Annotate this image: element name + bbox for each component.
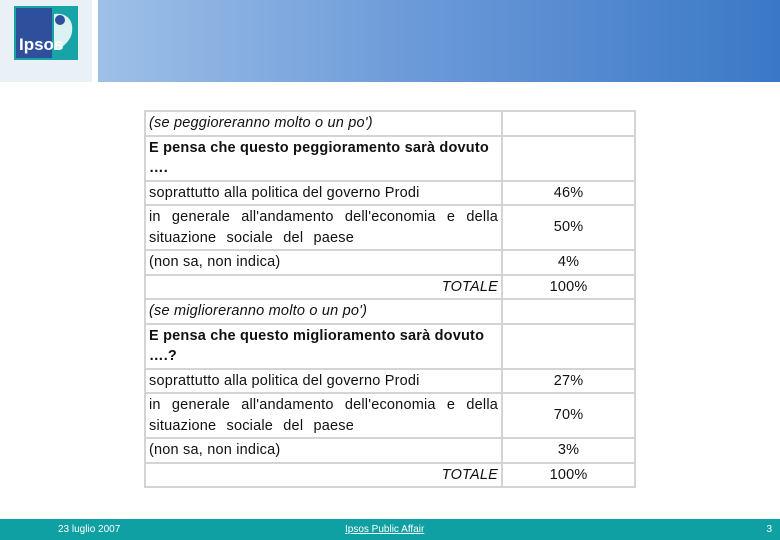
empty-cell <box>502 136 635 181</box>
footer-date: 23 luglio 2007 <box>58 524 121 535</box>
logo-text: Ipsos <box>19 35 64 54</box>
answer-label: soprattutto alla politica del governo Prodi <box>145 181 502 206</box>
table-row <box>145 205 635 250</box>
question-cell: E pensa che questo miglioramento sarà dovuto ….? <box>145 324 502 369</box>
answer-label: in generale all'andamento dell'economia e della situazione sociale del paese <box>145 393 502 438</box>
empty-cell <box>502 111 635 136</box>
answer-label: (non sa, non indica) <box>145 438 502 463</box>
total-row <box>145 463 635 488</box>
header <box>0 0 780 82</box>
condition-cell: (se peggioreranno molto o un po') <box>145 111 502 136</box>
page-number: 3 <box>766 524 772 535</box>
answer-label: in generale all'andamento dell'economia e della situazione sociale del paese <box>145 205 502 250</box>
total-value: 100% <box>502 463 635 488</box>
footer-bar <box>0 519 780 540</box>
table-row <box>145 299 635 324</box>
survey-table <box>144 110 636 488</box>
empty-cell <box>502 324 635 369</box>
answer-value: 50% <box>502 205 635 250</box>
question-cell: E pensa che questo peggioramento sarà dovuto …. <box>145 136 502 181</box>
total-label: TOTALE <box>145 463 502 488</box>
total-row <box>145 275 635 300</box>
answer-label: soprattutto alla politica del governo Prodi <box>145 369 502 394</box>
header-banner <box>98 0 780 82</box>
table-row <box>145 181 635 206</box>
table-row <box>145 136 635 181</box>
empty-cell <box>502 299 635 324</box>
table-row <box>145 438 635 463</box>
answer-value: 70% <box>502 393 635 438</box>
ipsos-logo <box>14 6 78 60</box>
table-row <box>145 111 635 136</box>
logo-panel <box>0 0 98 82</box>
total-label: TOTALE <box>145 275 502 300</box>
condition-cell: (se miglioreranno molto o un po') <box>145 299 502 324</box>
table-row <box>145 369 635 394</box>
table-row <box>145 324 635 369</box>
footer-link[interactable]: Ipsos Public Affair <box>345 524 425 535</box>
table-row <box>145 250 635 275</box>
table-row <box>145 393 635 438</box>
answer-value: 3% <box>502 438 635 463</box>
answer-label: (non sa, non indica) <box>145 250 502 275</box>
total-value: 100% <box>502 275 635 300</box>
answer-value: 27% <box>502 369 635 394</box>
answer-value: 4% <box>502 250 635 275</box>
answer-value: 46% <box>502 181 635 206</box>
